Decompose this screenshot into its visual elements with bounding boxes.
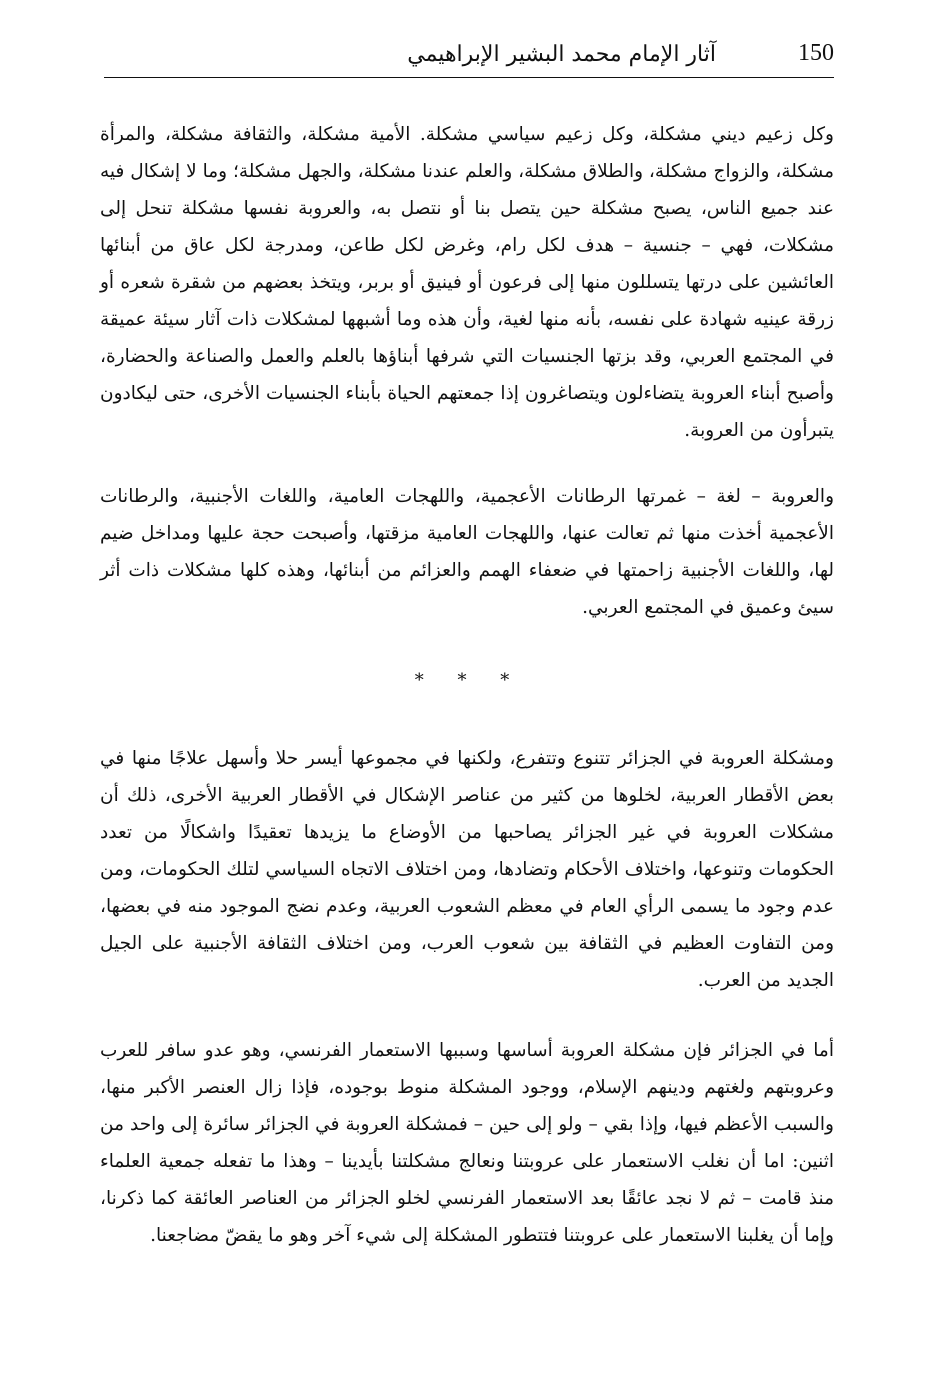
paragraph-4: أما في الجزائر فإن مشكلة العروبة أساسها وسببها الاستعمار الفرنسي، وهو عدو سافر للعرب وعروبتهم ولغتهم ودينهم الإسلام، ووجود المشكلة منوط بوجوده، فإذا زال العنصر الأكبر منها، والسبب الأعظم فيها، وإذا بقي – ولو إلى حين – فمشكلة العروبة في الجزائر سائرة إلى واحد من اثنين: اما أن نغلب الاستعمار على عروبتنا ونعالج مشكلتنا بأيدينا – وهذا ما تفعله جمعية العلماء منذ قامت – ثم لا نجد عائقًا بعد الاستعمار الفرنسي لخلو الجزائر من العناصر العائقة كما ذكرنا، وإما أن يغلبنا الاستعمار على عروبتنا فتتطور المشكلة إلى شيء آخر وهو ما يقضّ مضاجعنا.: [100, 1040, 834, 1246]
page-number: 150: [798, 40, 834, 66]
page-header: [104, 38, 834, 78]
section-separator: * * *: [414, 670, 524, 691]
header-rule: [104, 77, 834, 78]
running-title: آثار الإمام محمد البشير الإبراهيمي: [407, 42, 716, 67]
paragraph-3: ومشكلة العروبة في الجزائر تتنوع وتتفرع، ولكنها في مجموعها أيسر حلا وأسهل علاجًا منها في بعض الأقطار العربية، لخلوها من كثير من عناصر الإشكال في الأقطار العربية الأخرى، ذلك أن مشكلات العروبة في غير الجزائر يصاحبها من الأوضاع ما يزيدها تعقيدًا واشكالًا من تعدد الحكومات وتنوعها، واختلاف الأحكام وتضادها، ومن اختلاف الاتجاه السياسي لتلك الحكومات، ومن عدم وجود ما يسمى الرأي العام في معظم الشعوب العربية، وعدم نضج الموجود منه في بعضها، ومن التفاوت العظيم في الثقافة بين شعوب العرب، ومن اختلاف الثقافة الأجنبية على الجيل الجديد من العرب.: [100, 748, 834, 991]
paragraph-1: وكل زعيم ديني مشكلة، وكل زعيم سياسي مشكلة. الأمية مشكلة، والثقافة مشكلة، والمرأة مشكلة، والزواج مشكلة، والطلاق مشكلة، والعلم عندنا مشكلة، والجهل مشكلة؛ وما لا إشكال فيه عند جميع الناس، يصبح مشكلة حين يتصل بنا أو نتصل به، والعروبة نفسها مشكلة تنحل إلى مشكلات، فهي – جنسية – هدف لكل رام، وغرض لكل طاعن، ومدرجة لكل عاق من أبنائها العائشين على درتها يتسللون منها إلى فرعون أو فينيق أو بربر، ويتخذ بعضهم من شقرة شعره أو زرقة عينيه شهادة على نفسه، بأنه منها لغية، وأن هذه وما أشبهها لمشكلات ذات آثار سيئة عميقة في المجتمع العربي، وقد بزتها الجنسيات التي شرفها أبناؤها بالعلم والعمل والصناعة والحضارة، وأصبح أبناء العروبة يتضاءلون ويتصاغرون إذا جمعتهم الحياة بأبناء الجنسيات الأخرى، حتى ليكادون يتبرأون من العروبة.: [100, 124, 834, 441]
paragraph-2: والعروبة – لغة – غمرتها الرطانات الأعجمية، واللهجات العامية، واللغات الأجنبية، والرطانات الأعجمية أخذت منها ثم تعالت عنها، واللهجات العامية مزقتها، وأصبحت حجة عليها ومداخل ضيم لها، واللغات الأجنبية زاحمتها في ضعفاء الهمم والعزائم من أبنائها، وهذه كلها مشكلات ذات أثر سيئ وعميق في المجتمع العربي.: [100, 486, 834, 618]
